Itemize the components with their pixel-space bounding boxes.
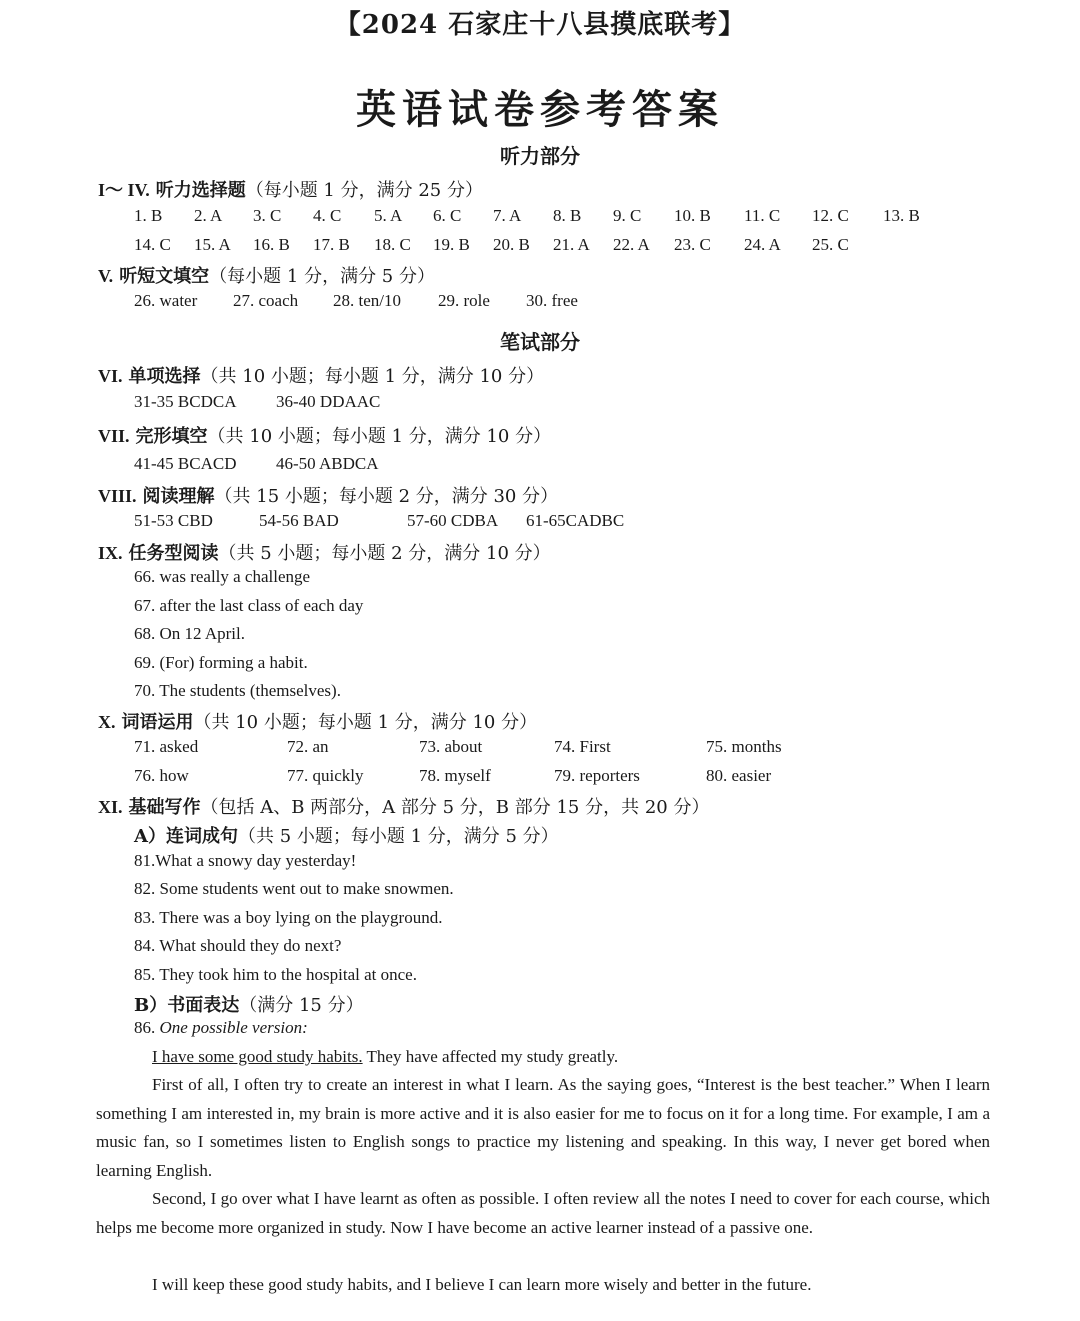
section-name: 基础写作 (128, 797, 201, 818)
answer-item: 12. C (812, 206, 849, 225)
answer-item: 6. C (433, 206, 462, 225)
answer-item: 74. First (554, 737, 611, 756)
sentence-answer: 84. What should they do next? (134, 936, 342, 955)
section-note: （共 10 小题；每小题 1 分，满分 10 分） (193, 712, 538, 733)
answer-item: 77. quickly (287, 766, 364, 785)
task-reading-answer: 66. was really a challenge (134, 567, 311, 586)
listening-part-title: 听力部分 (500, 144, 580, 168)
essay-heading (134, 1018, 308, 1038)
answer-item: 27. coach (233, 291, 299, 310)
section-note: （包括 A、B 两部分，A 部分 5 分，B 部分 15 分，共 20 分） (200, 797, 710, 818)
section-name: 听力选择题 (155, 180, 246, 201)
task-reading-answer: 69. (For) forming a habit. (134, 653, 308, 672)
section-name: 完形填空 (135, 426, 208, 447)
answer-item: 72. an (287, 737, 329, 756)
answer-item: 76. how (134, 766, 189, 785)
section-note: （每小题 1 分，满分 5 分） (209, 266, 435, 287)
section-number: VII. (98, 426, 130, 446)
sentence-answer: 81.What a snowy day yesterday! (134, 851, 357, 870)
top-tag: 【2024 石家庄十八县摸底联考】 (334, 10, 746, 40)
section-word-usage (98, 708, 537, 734)
answer-item: 15. A (194, 235, 231, 254)
answer-item: 14. C (134, 235, 171, 254)
section-name: 阅读理解 (142, 486, 215, 507)
page-title: 英语试卷参考答案 (356, 86, 724, 133)
answer-item: 51-53 CBD (134, 511, 213, 530)
section-number: XI. (98, 797, 123, 817)
answer-item: 2. A (194, 206, 223, 225)
answer-item: 24. A (744, 235, 781, 254)
answer-item: 78. myself (419, 766, 491, 785)
answer-item: 17. B (313, 235, 350, 254)
answer-item: 46-50 ABDCA (276, 454, 379, 473)
section-cloze (98, 422, 551, 448)
answer-item: 10. B (674, 206, 711, 225)
subsection-label: A） (134, 826, 166, 847)
section-listening-choice (98, 176, 483, 202)
answer-item: 26. water (134, 291, 198, 310)
section-listening-fill (98, 262, 435, 288)
task-reading-answer: 70. The students (themselves). (134, 681, 341, 700)
section-name: 词语运用 (121, 712, 194, 733)
answer-item: 31-35 BCDCA (134, 392, 237, 411)
subsection-sentence-building (134, 822, 559, 848)
task-reading-answer: 67. after the last class of each day (134, 596, 364, 615)
section-number: VIII. (98, 486, 137, 506)
section-number: IX. (98, 543, 123, 563)
essay-version-label: One possible version: (159, 1018, 308, 1037)
answer-item: 57-60 CDBA (407, 511, 499, 530)
answer-item: 71. asked (134, 737, 199, 756)
section-name: 任务型阅读 (128, 543, 219, 564)
section-note: （共 10 小题；每小题 1 分，满分 10 分） (207, 426, 552, 447)
answer-item: 80. easier (706, 766, 772, 785)
essay-paragraph-3: I will keep these good study habits, and I believe I can learn more wisely and better in the future. (152, 1275, 812, 1294)
subsection-name: 书面表达 (167, 995, 240, 1016)
answer-item: 4. C (313, 206, 342, 225)
answer-item: 21. A (553, 235, 590, 254)
section-note: （共 10 小题；每小题 1 分，满分 10 分） (200, 366, 545, 387)
answer-item: 5. A (374, 206, 403, 225)
subsection-note: （共 5 小题；每小题 1 分，满分 5 分） (237, 826, 559, 847)
answer-item: 23. C (674, 235, 711, 254)
answer-item: 13. B (883, 206, 920, 225)
answer-item: 30. free (526, 291, 578, 310)
section-note: （共 15 小题；每小题 2 分，满分 30 分） (214, 486, 559, 507)
answer-item: 19. B (433, 235, 470, 254)
essay-opening (152, 1047, 618, 1067)
writing-part-title: 笔试部分 (500, 330, 580, 354)
answer-item: 16. B (253, 235, 290, 254)
answer-item: 61-65CADBC (526, 511, 625, 530)
section-note: （每小题 1 分，满分 25 分） (245, 180, 483, 201)
answer-item: 20. B (493, 235, 530, 254)
section-note: （共 5 小题；每小题 2 分，满分 10 分） (218, 543, 551, 564)
section-number: X. (98, 712, 116, 732)
essay-number: 86. (134, 1018, 156, 1037)
answer-item: 28. ten/10 (333, 291, 401, 310)
subsection-name: 连词成句 (165, 826, 238, 847)
answer-item: 9. C (613, 206, 642, 225)
sentence-answer: 85. They took him to the hospital at once. (134, 965, 417, 984)
section-reading (98, 482, 558, 508)
answer-item: 11. C (744, 206, 781, 225)
sentence-answer: 82. Some students went out to make snowmen. (134, 879, 454, 898)
task-reading-answer: 68. On 12 April. (134, 624, 245, 643)
answer-item: 8. B (553, 206, 582, 225)
section-single-choice (98, 362, 544, 388)
essay-topic-sentence: I have some good study habits. (152, 1047, 363, 1066)
answer-item: 25. C (812, 235, 849, 254)
section-number: I～ IV. (98, 180, 150, 200)
essay-paragraph-1: First of all, I often try to create an interest in what I learn. As the saying goes, “Interest is the best teacher.” When I learn something I am interested in, my brain is more active and it is also easier for me to focus on it for a long time. For example, I am a music fan, so I sometimes listen to English songs to practice my listening and speaking. In this way, I never get bored when learning English. (96, 1075, 990, 1180)
essay-opening-rest: They have affected my study greatly. (362, 1047, 619, 1066)
answer-item: 73. about (419, 737, 483, 756)
subsection-note: （满分 15 分） (239, 995, 364, 1016)
subsection-written-expression (134, 991, 364, 1017)
answer-item: 41-45 BCACD (134, 454, 237, 473)
sentence-answer: 83. There was a boy lying on the playground. (134, 908, 443, 927)
answer-item: 22. A (613, 235, 650, 254)
answer-item: 36-40 DDAAC (276, 392, 381, 411)
section-name: 听短文填空 (119, 266, 210, 287)
section-number: VI. (98, 366, 123, 386)
answer-item: 7. A (493, 206, 522, 225)
answer-item: 18. C (374, 235, 411, 254)
answer-item: 29. role (438, 291, 490, 310)
section-task-reading (98, 539, 551, 565)
essay-paragraph-2: Second, I go over what I have learnt as often as possible. I often review all the notes I need to cover for each course, which helps me become more organized in study. Now I have become an active learner instead of a passive one. (96, 1189, 990, 1237)
answer-item: 54-56 BAD (259, 511, 339, 530)
subsection-label: B） (134, 995, 168, 1016)
answer-item: 79. reporters (554, 766, 640, 785)
answer-item: 3. C (253, 206, 282, 225)
section-number: V. (98, 266, 114, 286)
answer-item: 1. B (134, 206, 163, 225)
answer-item: 75. months (706, 737, 782, 756)
section-name: 单项选择 (128, 366, 201, 387)
section-basic-writing (98, 793, 709, 819)
